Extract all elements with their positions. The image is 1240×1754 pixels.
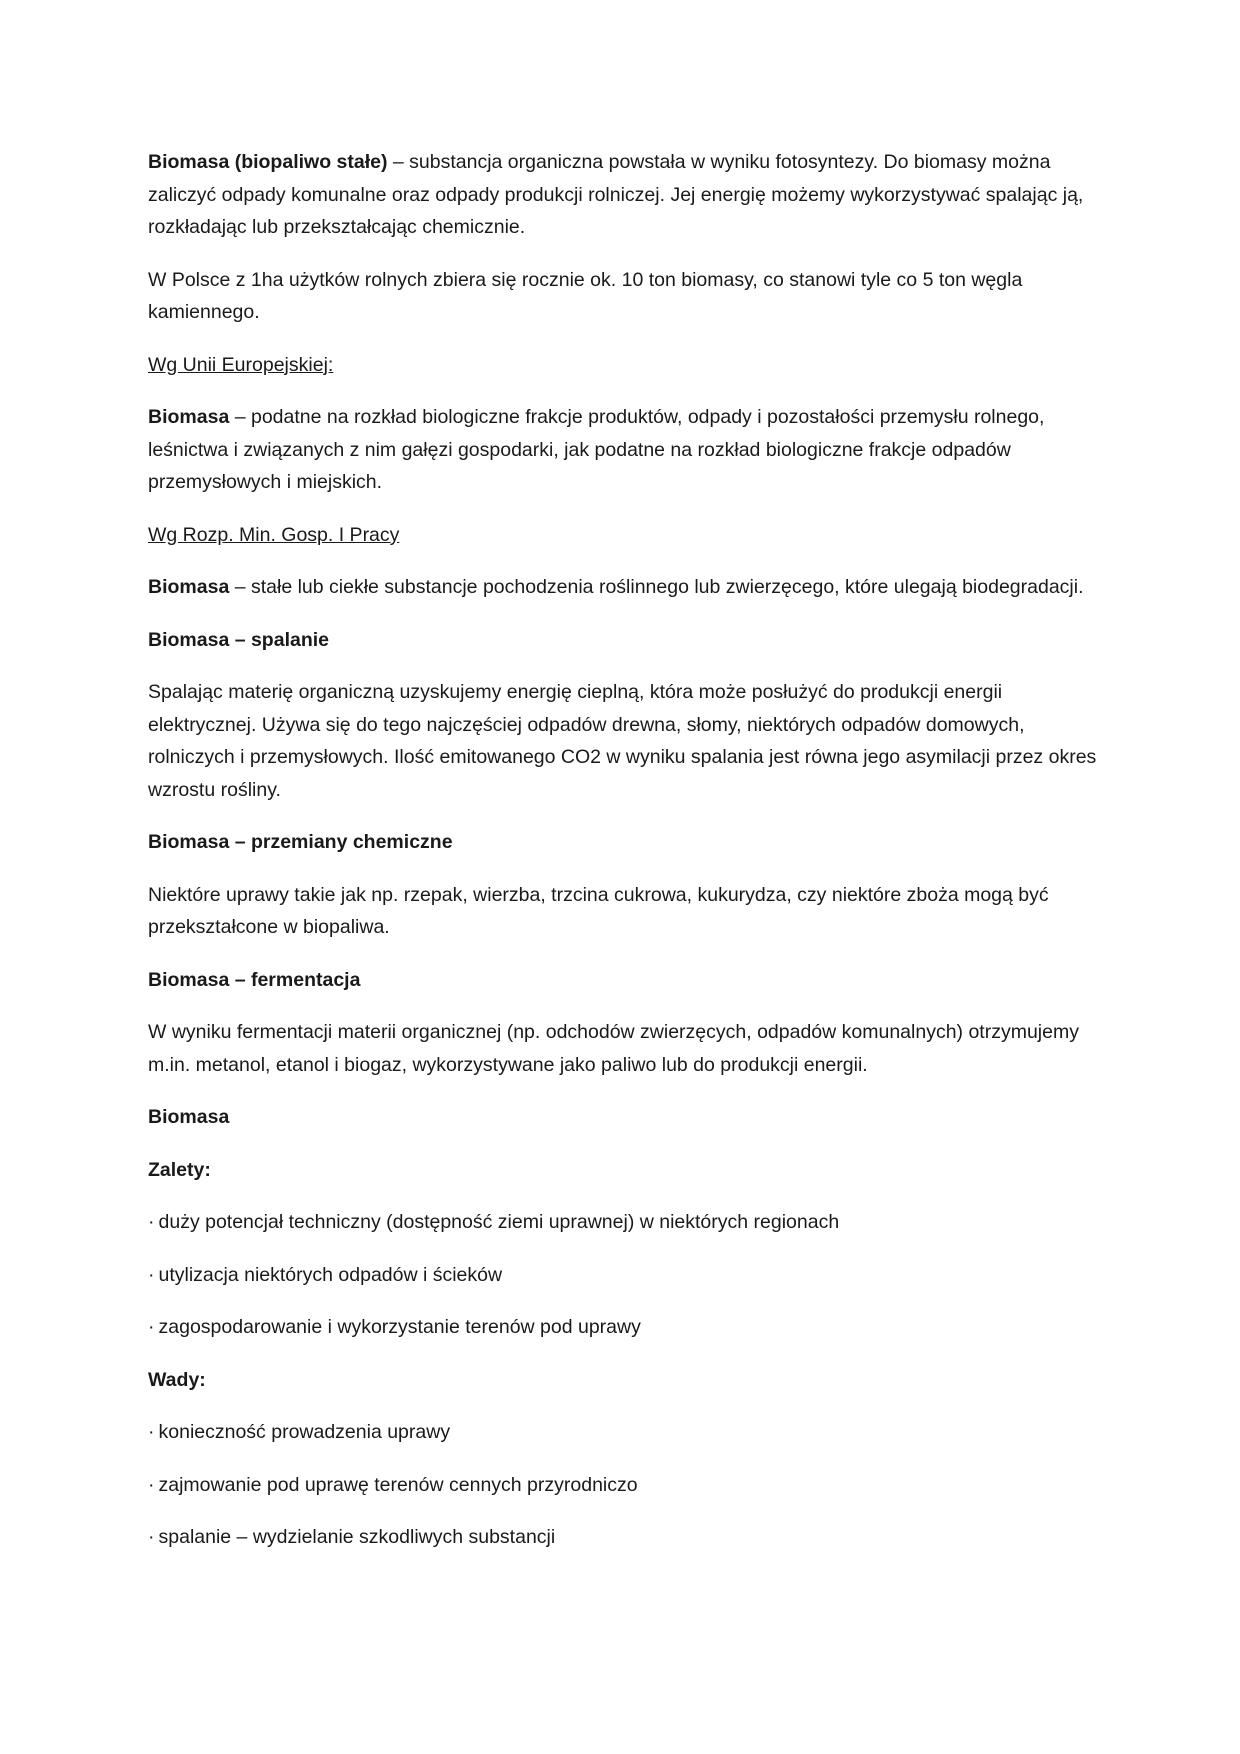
document-page (148, 146, 1098, 1574)
bullet-dot: · (148, 1473, 155, 1496)
ministry-definition-paragraph (148, 571, 1098, 604)
pros-item-text: duży potencjał techniczny (dostępność ziemi uprawnej) w niektórych regionach (158, 1211, 840, 1233)
cons-item-text: spalanie – wydzielanie szkodliwych substancji (158, 1526, 556, 1548)
cons-item-text: zajmowanie pod uprawę terenów cennych przyrodniczo (158, 1473, 638, 1496)
eu-definition-paragraph (148, 401, 1098, 499)
fermentation-heading: Biomasa – fermentacja (148, 968, 361, 991)
ministry-definition: – stałe lub ciekłe substancje pochodzenia roślinnego lub zwierzęcego, które ulegają biodegradacji. (229, 576, 1084, 598)
pros-heading: Zalety: (148, 1158, 211, 1181)
pros-list-item (148, 1206, 1098, 1239)
ministry-heading: Wg Rozp. Min. Gosp. I Pracy (148, 523, 400, 546)
bullet-dot: · (148, 1211, 155, 1233)
pros-item-text: zagospodarowanie i wykorzystanie terenów pod uprawy (158, 1316, 641, 1338)
pros-list-item (148, 1311, 1098, 1344)
chemical-text: Niektóre uprawy takie jak np. rzepak, wierzba, trzcina cukrowa, kukurydza, czy niektóre zboża mogą być przekształcone w biopaliwa. (148, 883, 1049, 938)
summary-heading: Biomasa (148, 1106, 230, 1128)
fermentation-text: W wyniku fermentacji materii organicznej (np. odchodów zwierzęcych, odpadów komunalnych) otrzymujemy m.in. metanol, etanol i biogaz, wykorzystywane jako paliwo lub do produkcji energii. (148, 1021, 1079, 1076)
bullet-dot: · (148, 1526, 155, 1548)
cons-list-item (148, 1469, 1098, 1502)
chemical-heading: Biomasa – przemiany chemiczne (148, 831, 453, 853)
intro-paragraph (148, 146, 1098, 244)
combustion-text: Spalając materię organiczną uzyskujemy energię cieplną, która może posłużyć do produkcji energii elektrycznej. Używa się do tego najczęściej odpadów drewna, słomy, niektórych odpadów domowych, rolniczych i przemysłowych. Ilość emitowanego CO2 w wyniku spalania jest równa jego asymilacji przez okres wzrostu rośliny. (148, 681, 1097, 801)
eu-definition: – podatne na rozkład biologiczne frakcje produktów, odpady i pozostałości przemysłu rolnego, leśnictwa i związanych z nim gałęzi gospodarki, jak podatne na rozkład biologiczne frakcje odpadów przemysłowych i miejskich. (148, 406, 1045, 493)
pros-item-text: utylizacja niektórych odpadów i ścieków (158, 1263, 503, 1286)
cons-item-text: konieczność prowadzenia uprawy (158, 1421, 451, 1443)
pros-list-item (148, 1259, 1098, 1292)
cons-list-item (148, 1416, 1098, 1449)
eu-heading: Wg Unii Europejskiej: (148, 353, 334, 376)
intro-term: Biomasa (biopaliwo stałe) (148, 151, 388, 173)
intro-definition: – substancja organiczna powstała w wyniku fotosyntezy. Do biomasy można zaliczyć odpady komunalne oraz odpady produkcji rolniczej. Jej energię możemy wykorzystywać spalając ją, rozkładając lub przekształcając chemicznie. (148, 151, 1084, 238)
eu-term: Biomasa (148, 406, 230, 428)
cons-heading: Wady: (148, 1368, 206, 1391)
bullet-dot: · (148, 1421, 155, 1443)
ministry-term: Biomasa (148, 576, 230, 598)
poland-fact-paragraph: W Polsce z 1ha użytków rolnych zbiera się rocznie ok. 10 ton biomasy, co stanowi tyle co 5 ton węgla kamiennego. (148, 268, 1023, 323)
cons-list-item (148, 1521, 1098, 1554)
bullet-dot: · (148, 1263, 155, 1286)
bullet-dot: · (148, 1316, 155, 1338)
combustion-heading: Biomasa – spalanie (148, 628, 330, 651)
